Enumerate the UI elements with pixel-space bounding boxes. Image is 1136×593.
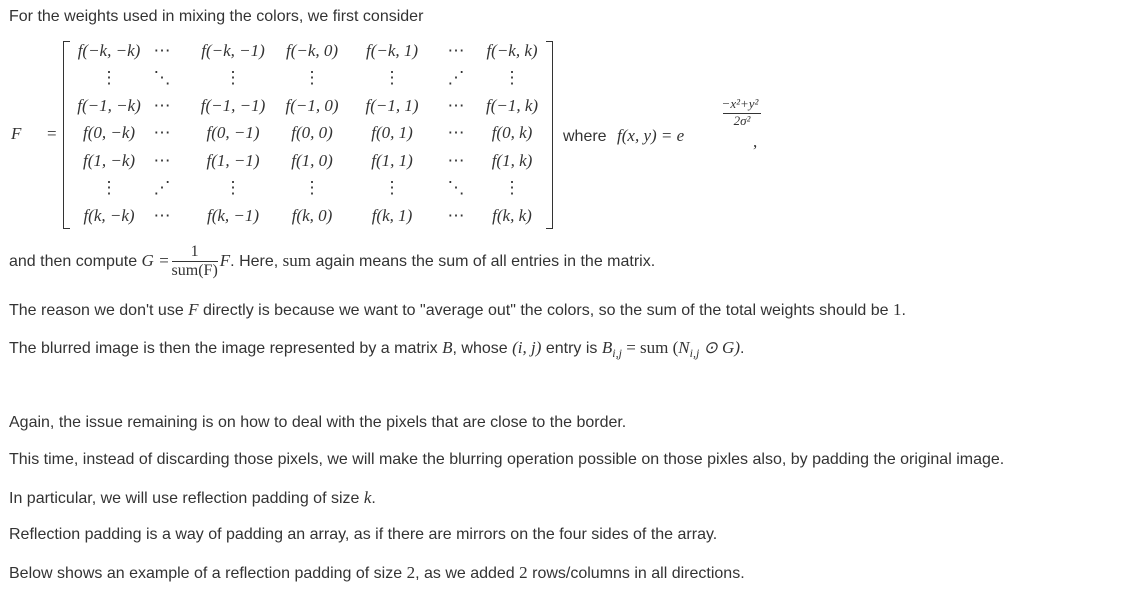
formula-b-sub: i,j	[612, 346, 622, 360]
matrix-entry: f(0, 1)	[371, 123, 413, 142]
compute-pre: and then compute	[9, 253, 138, 270]
g-equals: G =	[141, 251, 170, 270]
matrix-entry: f(−1, −k)	[77, 96, 141, 115]
below-mid: , as we added	[415, 565, 515, 582]
f-symbol: F	[219, 251, 231, 270]
matrix-entry: ⋯	[153, 96, 171, 115]
matrix-entry: ⋮	[100, 68, 118, 87]
again-text: Again, the issue remaining is on how to deal with the pixels that are close to the border.	[9, 414, 627, 431]
matrix-entry: f(1, −1)	[206, 151, 260, 170]
exponent-fraction	[717, 96, 765, 130]
matrix-entry: f(0, −k)	[82, 123, 136, 142]
below-two: 2	[406, 563, 416, 582]
matrix-entry: ⋮	[383, 68, 401, 87]
matrix-entry: f(−1, 1)	[365, 96, 419, 115]
matrix-entry: ⋮	[224, 68, 242, 87]
blurred-line	[9, 338, 744, 363]
reason-post: directly is because we want to "average out" the colors, so the sum of the total weights should be	[203, 302, 889, 319]
blurred-ij: (i, j)	[512, 338, 542, 357]
matrix-entry: ⋯	[153, 123, 171, 142]
matrix-entry: ⋮	[303, 178, 321, 197]
gaussian-matrix-equation	[9, 38, 779, 230]
matrix-entry: f(k, 0)	[291, 206, 333, 225]
sum-word: sum	[282, 251, 311, 270]
matrix-entry: ⋯	[447, 41, 465, 60]
reason-pre: The reason we don't use	[9, 302, 184, 319]
matrix-entry: f(−k, k)	[486, 41, 538, 60]
matrix-entry: f(1, k)	[491, 151, 533, 170]
matrix-entry: f(k, −k)	[83, 206, 135, 225]
reason-f-symbol: F	[188, 300, 199, 319]
matrix-entry: ⋰	[153, 178, 171, 197]
matrix-entry: f(1, 1)	[371, 151, 413, 170]
reason-end: .	[901, 302, 906, 319]
matrix-entry: f(0, −1)	[206, 123, 260, 142]
compute-line	[9, 241, 655, 282]
below-pre: Below shows an example of a reflection padding of size	[9, 565, 403, 582]
blurred-mid2: entry is	[545, 340, 598, 357]
reflection-text: Reflection padding is a way of padding an array, as if there are mirrors on the four sides of the array.	[9, 526, 718, 543]
formula-rest: ⊙ G)	[699, 338, 740, 357]
blurred-end: .	[739, 340, 745, 357]
matrix-entry: ⋯	[153, 206, 171, 225]
matrix-entry: f(−k, 1)	[365, 41, 419, 60]
weight-function-definition	[563, 126, 684, 146]
matrix-entry: ⋮	[503, 68, 521, 87]
this-time-text: This time, instead of discarding those pixels, we will make the blurring operation possible on those pixles also, by padding the original image.	[9, 451, 1005, 468]
matrix-entry: f(k, k)	[492, 206, 532, 225]
below-end: rows/columns in all directions.	[532, 565, 745, 582]
f-definition: f(x, y) = e	[617, 126, 685, 145]
matrix-entry: ⋯	[447, 206, 465, 225]
matrix-entry: f(−k, −k)	[77, 41, 141, 60]
below-two-b: 2	[519, 563, 528, 582]
equals-sign: =	[47, 124, 57, 143]
matrix-entry: ⋰	[447, 68, 465, 87]
formula-n: N	[678, 338, 690, 357]
matrix-entry: f(−1, −1)	[200, 96, 266, 115]
particular-pre: In particular, we will use reflection padding of size	[9, 490, 360, 507]
matrix-entry: ⋮	[383, 178, 401, 197]
reason-line	[9, 300, 906, 321]
matrix-entry: f(1, 0)	[291, 151, 333, 170]
matrix-entry: ⋮	[224, 178, 242, 197]
matrix-entry: ⋮	[100, 178, 118, 197]
exponent-denominator: 2σ²	[733, 113, 751, 128]
where-word: where	[563, 128, 607, 145]
fraction-numerator: 1	[172, 243, 218, 262]
matrix-entry: f(−1, 0)	[285, 96, 339, 115]
matrix-entry: ⋯	[447, 123, 465, 142]
particular-k: k	[363, 488, 372, 507]
blurred-mid: , whose	[452, 340, 508, 357]
fraction-denominator: sum(F)	[171, 262, 218, 280]
reason-one: 1	[892, 300, 902, 319]
formula-b: B	[601, 338, 613, 357]
matrix-entry: ⋯	[447, 96, 465, 115]
compute-post: again means the sum of all entries in the matrix.	[315, 253, 656, 270]
matrix-entry: ⋱	[153, 68, 171, 87]
normalization-fraction	[172, 243, 218, 280]
trailing-comma: ,	[753, 132, 758, 151]
compute-here: . Here,	[230, 253, 279, 270]
matrix-entry: f(k, −1)	[206, 206, 260, 225]
blur-formula	[601, 338, 740, 360]
matrix-entry: ⋯	[153, 41, 171, 60]
exponent-numerator: −x²+y²	[721, 96, 759, 111]
intro-text: For the weights used in mixing the colors, we first consider	[9, 8, 424, 25]
blurred-pre: The blurred image is then the image represented by a matrix	[9, 340, 438, 357]
matrix-entry: f(−k, 0)	[285, 41, 339, 60]
matrix-entry: ⋮	[303, 68, 321, 87]
matrix-label: F	[11, 124, 22, 143]
matrix-entry: f(−k, −1)	[201, 41, 265, 60]
matrix-entry: f(0, 0)	[291, 123, 333, 142]
matrix-entry: f(1, −k)	[82, 151, 136, 170]
matrix-entry: ⋯	[447, 151, 465, 170]
formula-eq: = sum (	[621, 338, 679, 357]
particular-line	[9, 488, 376, 509]
formula-n-sub: i,j	[689, 346, 700, 360]
matrix-entry: ⋮	[503, 178, 521, 197]
below-line	[9, 563, 745, 584]
particular-end: .	[371, 490, 376, 507]
matrix-entry: ⋱	[447, 178, 465, 197]
matrix-entry: f(−1, k)	[485, 96, 539, 115]
matrix-entry: f(0, k)	[491, 123, 533, 142]
blurred-b-symbol: B	[442, 338, 453, 357]
matrix-entry: f(k, 1)	[371, 206, 413, 225]
matrix-entry: ⋯	[153, 151, 171, 170]
